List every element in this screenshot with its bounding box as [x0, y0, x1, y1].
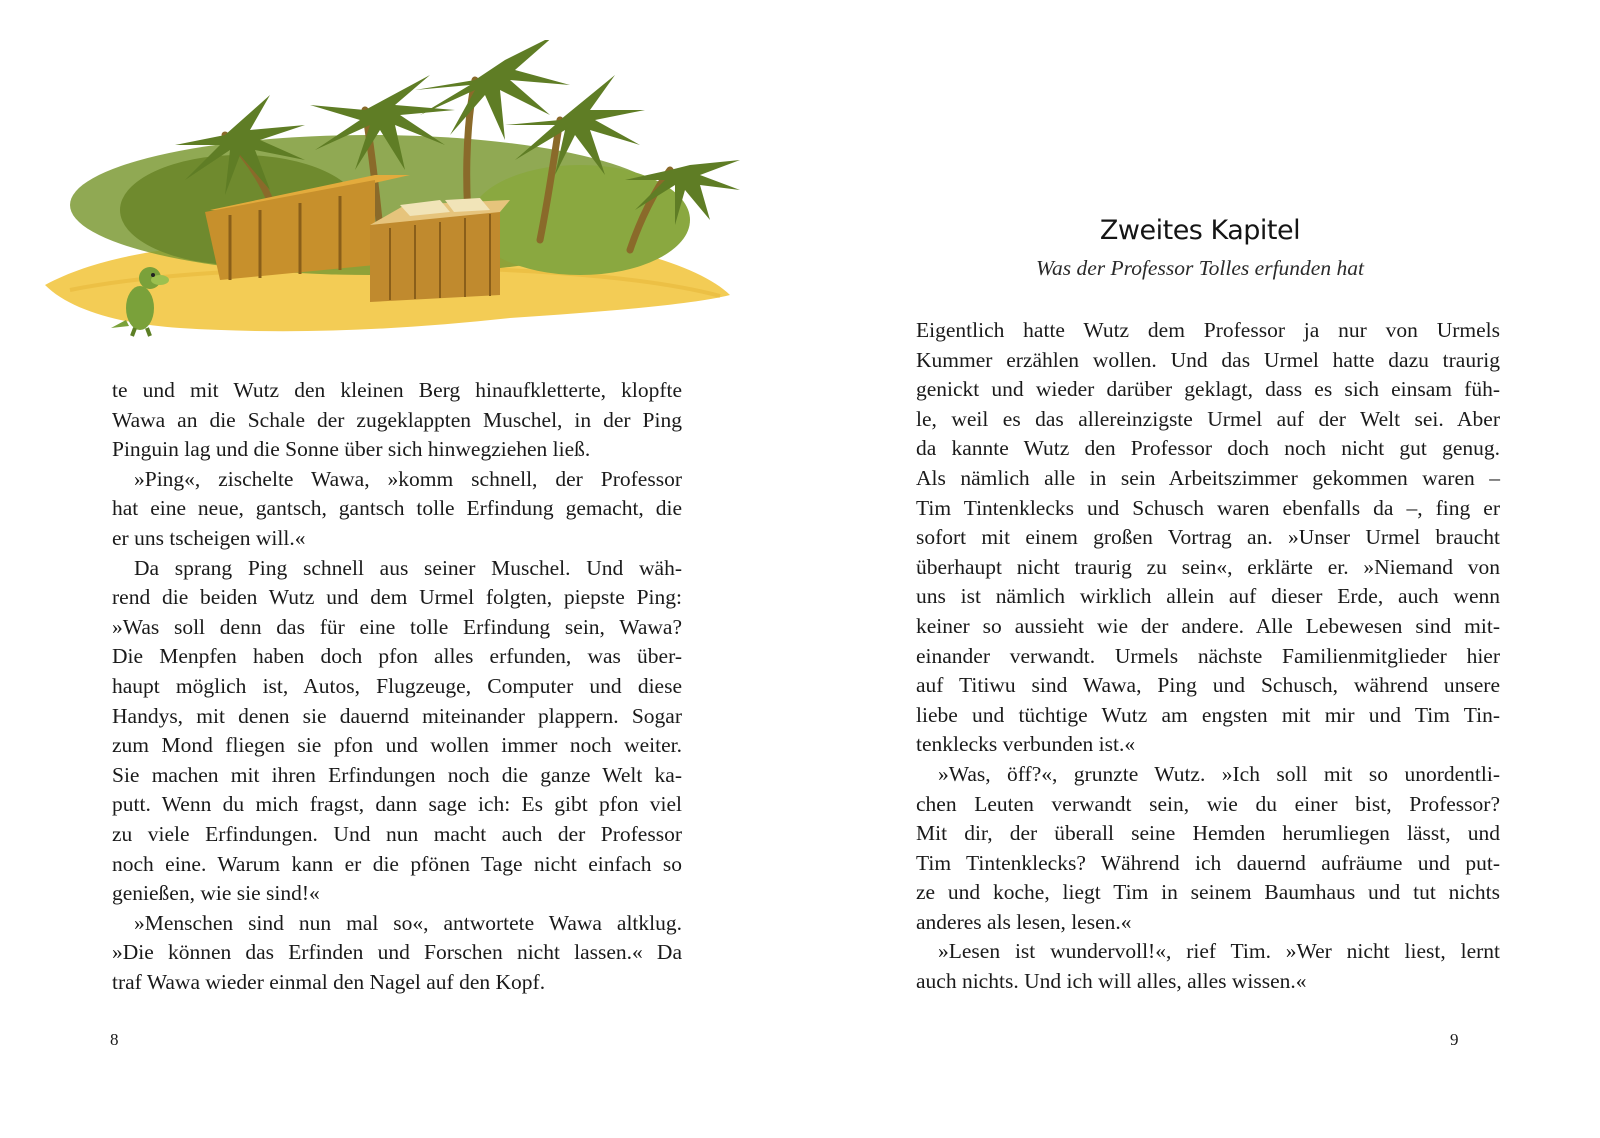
left-page-body-text	[112, 376, 682, 997]
text-line: auch nichts. Und ich will alles, alles wissen.«	[916, 969, 1307, 994]
text-line: sofort mit einem großen Vortrag an. »Unser Urmel braucht	[916, 525, 1500, 550]
text-line: Pinguin lag und die Sonne über sich hinwegziehen ließ.	[112, 437, 591, 462]
text-line: keiner so aussieht wie der andere. Alle Lebewesen sind mit-	[916, 613, 1500, 638]
text-line: »Lesen ist wundervoll!«, rief Tim. »Wer nicht liest, lernt	[938, 939, 1500, 964]
text-line: »Was soll denn das für eine tolle Erfindung sein, Wawa?	[112, 614, 682, 639]
text-line: ze und koche, liegt Tim in seinem Baumhaus und tut nichts	[916, 880, 1500, 905]
chapter-title: Zweites Kapitel	[1099, 215, 1301, 246]
text-line: liebe und tüchtige Wutz am engsten mit mir und Tim Tin-	[916, 702, 1500, 727]
text-line: putt. Wenn du mich fragst, dann sage ich: Es gibt pfon viel	[112, 792, 682, 817]
text-line: er uns tscheigen will.«	[112, 525, 306, 550]
text-line: überhaupt nicht traurig zu sein«, erklärte er. »Niemand von	[916, 554, 1500, 579]
text-line: Handys, mit denen sie dauernd miteinander plappern. Sogar	[112, 703, 682, 728]
text-line: tenklecks verbunden ist.«	[916, 732, 1136, 757]
right-page	[800, 0, 1600, 1138]
text-line: zu viele Erfindungen. Und nun macht auch der Professor	[112, 821, 682, 846]
text-line: le, weil es das allereinzigste Urmel auf der Welt sei. Aber	[916, 406, 1500, 431]
text-line: Wawa an die Schale der zugeklappten Muschel, in der Ping	[112, 407, 682, 432]
text-line: Als nämlich alle in sein Arbeitszimmer gekommen waren –	[916, 465, 1500, 490]
text-line: »Die können das Erfinden und Forschen nicht lassen.« Da	[112, 940, 682, 965]
text-line: »Menschen sind nun mal so«, antwortete Wawa altklug.	[134, 910, 682, 935]
text-line: anderes als lesen, lesen.«	[916, 909, 1132, 934]
text-line: haupt möglich ist, Autos, Flugzeuge, Computer und diese	[112, 673, 682, 698]
text-line: hat eine neue, gantsch, gantsch tolle Erfindung gemacht, die	[112, 496, 682, 521]
chapter-subtitle: Was der Professor Tolles erfunden hat	[1036, 256, 1364, 280]
text-line: Kummer erzählen wollen. Und das Urmel hatte dazu traurig	[916, 347, 1500, 372]
text-line: einander verwandt. Urmels nächste Familienmitglieder hier	[916, 643, 1500, 668]
page-number-right: 9	[1450, 1030, 1459, 1049]
text-line: chen Leuten verwandt sein, wie du einer bist, Professor?	[916, 791, 1500, 816]
text-line: auf Titiwu sind Wawa, Ping und Schusch, während unsere	[916, 673, 1500, 698]
text-line: rend die beiden Wutz und dem Urmel folgten, piepste Ping:	[112, 585, 682, 610]
text-line: »Ping«, zischelte Wawa, »komm schnell, der Professor	[134, 466, 682, 491]
page-number-left: 8	[110, 1030, 119, 1049]
text-line: Sie machen mit ihren Erfindungen noch die ganze Welt ka-	[112, 762, 682, 787]
text-line: Die Menpfen haben doch pfon alles erfunden, was über-	[112, 644, 682, 669]
text-line: Da sprang Ping schnell aus seiner Muschel. Und wäh-	[134, 555, 682, 580]
text-line: zum Mond fliegen sie pfon und wollen immer noch weiter.	[112, 733, 682, 758]
text-line: »Was, öff?«, grunzte Wutz. »Ich soll mit so unordentli-	[938, 761, 1500, 786]
text-line: Tim Tintenklecks und Schusch waren ebenfalls da –, fing er	[916, 495, 1500, 520]
text-line: da kannte Wutz den Professor doch noch nicht gut genug.	[916, 436, 1500, 461]
text-line: uns ist nämlich wirklich allein auf dieser Erde, auch wenn	[916, 584, 1500, 609]
text-line: noch eine. Warum kann er die pfönen Tage nicht einfach so	[112, 851, 682, 876]
text-line: genickt und wieder darüber geklagt, dass es sich einsam füh-	[916, 377, 1500, 402]
text-line: genießen, wie sie sind!«	[112, 881, 320, 906]
island-illustration	[40, 40, 750, 345]
text-line: traf Wawa wieder einmal den Nagel auf den Kopf.	[112, 969, 546, 994]
text-line: Eigentlich hatte Wutz dem Professor ja nur von Urmels	[916, 318, 1500, 342]
text-line: Mit dir, der überall seine Hemden herumliegen lässt, und	[916, 821, 1500, 846]
text-line: te und mit Wutz den kleinen Berg hinaufkletterte, klopfte	[112, 378, 682, 402]
text-line: Tim Tintenklecks? Während ich dauernd aufräume und put-	[916, 850, 1500, 875]
right-page-body-text	[916, 316, 1500, 997]
